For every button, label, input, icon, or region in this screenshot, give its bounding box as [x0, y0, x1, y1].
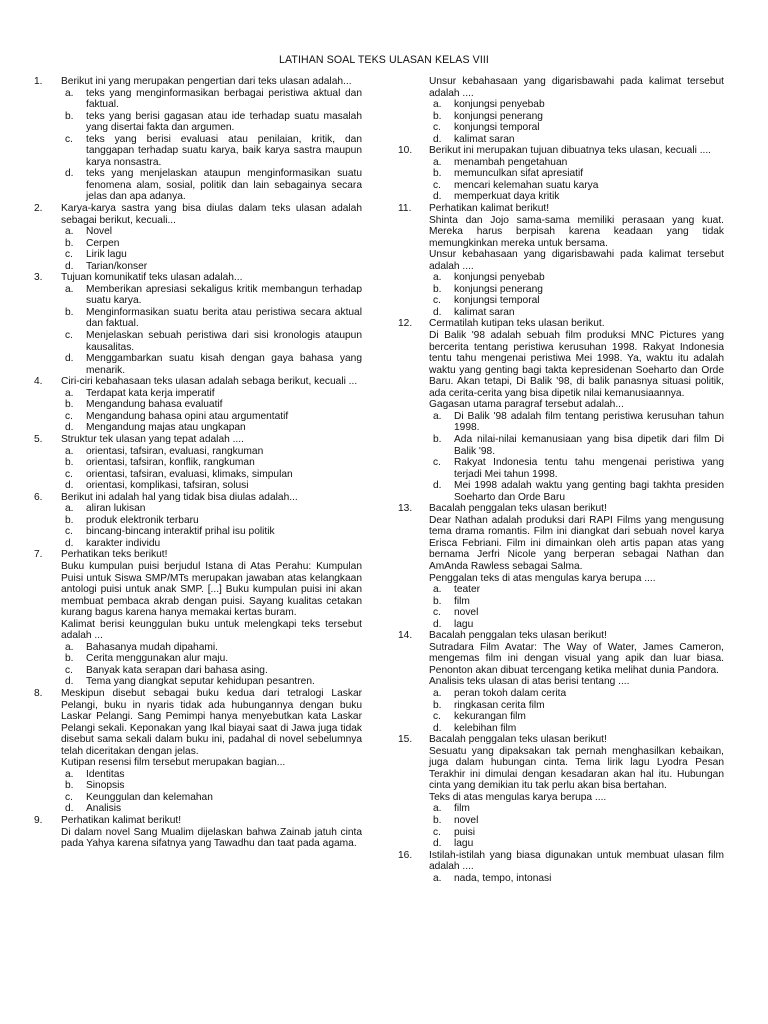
option-letter: c.	[433, 122, 441, 134]
option-letter: b.	[433, 433, 442, 445]
option-letter: c.	[433, 295, 441, 307]
option-letter: a.	[65, 87, 74, 99]
answer-option	[61, 249, 362, 261]
option-text: Tema yang diangkat seputar kehidupan pesantren.	[86, 676, 315, 688]
answer-option	[429, 411, 724, 434]
answer-option	[429, 815, 724, 827]
question-item	[398, 503, 724, 630]
answer-option	[61, 469, 362, 481]
option-text: Di Balik '98 adalah film tentang peristiwa kerusuhan tahun 1998.	[454, 410, 724, 434]
option-text: kekurangan film	[454, 711, 526, 723]
question-number: 14.	[398, 630, 413, 642]
question-item	[34, 272, 362, 376]
question-number: 10.	[398, 145, 413, 157]
option-letter: b.	[433, 168, 442, 180]
question-item	[398, 734, 724, 850]
option-text: konjungsi penerang	[454, 110, 543, 122]
answer-option	[61, 111, 362, 134]
question-text: Ciri-ciri kebahasaan teks ulasan adalah sebaga berikut, kecuali ...	[61, 376, 358, 388]
answer-option	[61, 792, 362, 804]
answer-option	[429, 723, 724, 735]
option-letter: b.	[65, 399, 74, 411]
right-column	[398, 76, 724, 884]
option-letter: a.	[433, 803, 442, 815]
option-letter: a.	[65, 226, 74, 238]
option-text: teks yang berisi evaluasi atau penilaian, kritik, dan tanggapan terhadap suatu karya, baik karya sastra maupun karya nonsastra.	[86, 133, 362, 168]
question-passage: Sutradara Film Avatar: The Way of Water, James Cameron, mengemas film ini dengan visual yang apik dan luar biasa. Penonton akan dibuat tercengang ketika melihat dunia Pandora.	[429, 641, 724, 676]
question-number: 1.	[34, 76, 43, 87]
option-letter: d.	[433, 838, 442, 850]
question-item	[34, 549, 362, 688]
option-letter: d.	[65, 353, 74, 365]
option-letter: d.	[65, 803, 74, 815]
left-column	[34, 76, 362, 850]
option-text: Ada nilai-nilai kemanusiaan yang bisa dipetik dari film Di Balik '98.	[454, 433, 724, 457]
question-passage: Buku kumpulan puisi berjudul Istana di Atas Perahu: Kumpulan Puisi untuk Siswa SMP/MTs merupakan jawaban atas kelangkaan antologi puisi untuk anak SMP. [...] Buku kumpulan puisi ini akan membuat pembaca akrab dengan puisi. Sayang kualitas cetakan kurang bagus karena hanya memakai kertas buram.	[61, 560, 362, 619]
answer-option	[61, 411, 362, 423]
option-text: kalimat saran	[454, 306, 515, 318]
answer-option	[61, 803, 362, 815]
option-text: orientasi, komplikasi, tafsiran, solusi	[86, 480, 249, 492]
option-text: orientasi, tafsiran, konflik, rangkuman	[86, 457, 255, 469]
option-letter: c.	[433, 826, 441, 838]
option-text: orientasi, tafsiran, evaluasi, rangkuman	[86, 445, 264, 457]
question-text: Berikut ini yang merupakan pengertian dari teks ulasan adalah...	[61, 76, 352, 87]
question-item	[34, 688, 362, 815]
question-number: 15.	[398, 734, 413, 746]
option-text: puisi	[454, 826, 475, 838]
option-text: Mei 1998 adalah waktu yang genting bagi takhta presiden Soeharto dan Orde Baru	[454, 480, 724, 503]
question-item	[398, 630, 724, 734]
answer-option	[61, 665, 362, 677]
question-number: 16.	[398, 849, 413, 861]
option-text: Terdapat kata kerja imperatif	[86, 387, 215, 399]
page-title: LATIHAN SOAL TEKS ULASAN KELAS VIII	[279, 54, 489, 66]
option-text: Novel	[86, 226, 113, 238]
option-text: karakter individu	[86, 537, 161, 549]
option-letter: d.	[65, 537, 74, 549]
option-text: menambah pengetahuan	[454, 156, 568, 168]
option-letter: c.	[65, 468, 73, 480]
question-item	[34, 434, 362, 492]
answer-option	[61, 446, 362, 458]
answer-option	[429, 480, 724, 503]
option-text: Identitas	[86, 768, 125, 780]
option-letter: c.	[433, 711, 441, 723]
answer-option	[61, 353, 362, 376]
option-text: Rakyat Indonesia tentu tahu mengenai peristiwa yang terjadi Mei tahun 1998.	[454, 457, 724, 480]
question-passage: Dear Nathan adalah produksi dari RAPI Films yang mengusung tema drama romantis. Film ini diangkat dari sebuah novel karya Erisca Febriani. Film ini dimainkan oleh artis papan atas yang bernama Jerfri Nicole yang berperan sebagai Nathan dan AmAnda Rawless sebagai Salma.	[429, 514, 724, 572]
question-text: Bacalah penggalan teks ulasan berikut!	[429, 734, 607, 746]
option-text: memperkuat daya kritik	[454, 191, 560, 203]
question-number: 6.	[34, 491, 43, 503]
option-letter: d.	[433, 722, 442, 734]
question-continuation	[402, 76, 724, 145]
option-text: Sinopsis	[86, 780, 125, 792]
answer-option	[61, 676, 362, 688]
answer-option	[429, 284, 724, 296]
option-text: peran tokoh dalam cerita	[454, 687, 567, 699]
question-text: Perhatikan kalimat berikut!	[61, 815, 182, 826]
question-text: Istilah-istilah yang biasa digunakan untuk membuat ulasan film adalah ....	[429, 849, 724, 873]
question-item	[398, 145, 724, 203]
answer-option	[429, 168, 724, 180]
answer-option	[61, 226, 362, 238]
option-text: aliran lukisan	[86, 503, 146, 515]
option-text: Menjelaskan sebuah peristiwa dari sisi kronologis ataupun kausalitas.	[86, 330, 362, 353]
option-text: konjungsi penyebab	[454, 272, 545, 284]
question-passage: Kutipan resensi film tersebut merupakan bagian...	[61, 757, 286, 769]
question-passage: Unsur kebahasaan yang digarisbawahi pada kalimat tersebut adalah ....	[429, 76, 724, 99]
answer-option	[429, 157, 724, 169]
option-text: Cerita menggunakan alur maju.	[86, 653, 229, 665]
option-letter: c.	[65, 526, 73, 538]
option-text: Cerpen	[86, 237, 120, 249]
question-passage: Sesuatu yang dipaksakan tak pernah menghasilkan kebaikan, juga dalam hubungan cinta. Tema lirik lagu Lyodra Pesan Terakhir ini dimulai dengan kesadaran akan hal itu. Hubungan cinta yang demikian itu tak perlu akan bisa bertahan.	[429, 745, 724, 792]
answer-option	[429, 619, 724, 631]
question-number: 3.	[34, 272, 43, 284]
option-letter: b.	[65, 110, 74, 122]
answer-option	[429, 99, 724, 111]
option-text: Keunggulan dan kelemahan	[86, 791, 213, 803]
option-text: Analisis	[86, 803, 122, 815]
question-text: Perhatikan kalimat berikut!	[429, 203, 550, 215]
answer-option	[429, 134, 724, 146]
question-number: 8.	[34, 687, 43, 699]
answer-option	[61, 780, 362, 792]
option-letter: a.	[433, 156, 442, 168]
answer-option	[61, 284, 362, 307]
answer-option	[61, 653, 362, 665]
option-text: Bahasanya mudah dipahami.	[86, 641, 218, 653]
option-text: novel	[454, 607, 479, 619]
option-text: Mengandung bahasa opini atau argumentatif	[86, 410, 289, 422]
question-text: Bacalah penggalan teks ulasan berikut!	[429, 630, 607, 642]
question-passage: Penggalan teks di atas mengulas karya berupa ....	[429, 572, 656, 584]
answer-option	[429, 688, 724, 700]
option-letter: c.	[65, 249, 73, 261]
option-letter: b.	[65, 780, 74, 792]
question-text: Karya-karya sastra yang bisa diulas dalam teks ulasan adalah sebagai berikut, kecuali...	[61, 203, 362, 226]
option-letter: b.	[65, 306, 74, 318]
option-letter: a.	[65, 503, 74, 515]
option-text: novel	[454, 815, 479, 826]
question-passage: Di dalam novel Sang Mualim dijelaskan bahwa Zainab jatuh cinta pada Yahya karena sifatnya yang Tawadhu dan taat pada agama.	[61, 826, 362, 850]
answer-option	[61, 769, 362, 781]
option-text: Mengandung bahasa evaluatif	[86, 399, 223, 411]
option-letter: c.	[433, 179, 441, 191]
option-letter: a.	[65, 768, 74, 780]
answer-option	[429, 307, 724, 319]
answer-option	[429, 434, 724, 457]
answer-option	[61, 480, 362, 492]
option-text: konjungsi penyebab	[454, 99, 545, 111]
option-text: Memberikan apresiasi sekaligus kritik membangun terhadap suatu karya.	[86, 283, 362, 307]
question-text: Struktur tek ulasan yang tepat adalah ....	[61, 433, 244, 445]
option-letter: a.	[433, 872, 442, 884]
option-letter: b.	[65, 514, 74, 526]
option-text: Mengandung majas atau ungkapan	[86, 422, 246, 434]
question-item	[34, 815, 362, 850]
answer-option	[61, 388, 362, 400]
question-number: 4.	[34, 376, 43, 388]
answer-option	[61, 238, 362, 250]
option-letter: b.	[65, 653, 74, 665]
question-passage: Shinta dan Jojo sama-sama memiliki perasaan yang kuat. Mereka harus berpisah karena keadaan yang tidak memungkinkan mereka untuk bersama.	[429, 214, 724, 249]
answer-option	[429, 295, 724, 307]
option-letter: d.	[65, 168, 74, 180]
option-text: Lirik lagu	[86, 249, 127, 261]
option-letter: d.	[433, 191, 442, 203]
option-letter: b.	[433, 699, 442, 711]
answer-option	[429, 191, 724, 203]
option-text: mencari kelemahan suatu karya	[454, 179, 599, 191]
question-item	[34, 76, 362, 203]
answer-option	[61, 515, 362, 527]
answer-option	[61, 399, 362, 411]
question-number: 12.	[398, 318, 413, 330]
option-text: film	[454, 595, 470, 607]
question-number: 5.	[34, 433, 43, 445]
answer-option	[61, 330, 362, 353]
option-letter: d.	[65, 260, 74, 272]
answer-option	[429, 111, 724, 123]
option-letter: d.	[65, 480, 74, 492]
option-text: Tarian/konser	[86, 260, 148, 272]
option-text: nada, tempo, intonasi	[454, 872, 552, 884]
option-letter: a.	[65, 641, 74, 653]
option-letter: a.	[65, 387, 74, 399]
question-text: Perhatikan teks berikut!	[61, 549, 168, 561]
answer-option	[61, 457, 362, 469]
option-letter: a.	[433, 99, 442, 111]
option-letter: d.	[65, 676, 74, 688]
answer-option	[429, 873, 724, 885]
question-text: Berikut ini merupakan tujuan dibuatnya teks ulasan, kecuali ....	[429, 145, 712, 157]
option-text: konjungsi temporal	[454, 122, 540, 134]
option-letter: b.	[65, 237, 74, 249]
option-letter: a.	[433, 272, 442, 284]
option-letter: b.	[65, 457, 74, 469]
answer-option	[429, 596, 724, 608]
option-letter: a.	[65, 283, 74, 295]
option-text: Menggambarkan suatu kisah dengan gaya bahasa yang menarik.	[86, 353, 362, 376]
option-letter: c.	[65, 330, 73, 342]
option-letter: a.	[433, 410, 442, 422]
option-text: teater	[454, 584, 481, 596]
option-letter: a.	[433, 584, 442, 596]
option-text: lagu	[454, 618, 474, 630]
question-item	[34, 376, 362, 434]
option-letter: c.	[433, 607, 441, 619]
answer-option	[429, 584, 724, 596]
option-text: kelebihan film	[454, 722, 517, 734]
question-passage: Gagasan utama paragraf tersebut adalah...	[429, 399, 624, 411]
option-letter: c.	[65, 133, 73, 145]
option-letter: c.	[65, 664, 73, 676]
question-text: Cermatilah kutipan teks ulasan berikut.	[429, 318, 605, 330]
option-letter: b.	[433, 283, 442, 295]
question-passage: Analisis teks ulasan di atas berisi tentang ....	[429, 676, 630, 688]
option-letter: b.	[433, 595, 442, 607]
answer-option	[429, 803, 724, 815]
option-letter: d.	[433, 133, 442, 145]
option-text: produk elektronik terbaru	[86, 514, 199, 526]
option-text: memunculkan sifat apresiatif	[454, 168, 584, 180]
answer-option	[429, 607, 724, 619]
question-passage: Unsur kebahasaan yang digarisbawahi pada kalimat tersebut adalah ....	[429, 249, 724, 272]
option-letter: c.	[65, 791, 73, 803]
option-letter: d.	[433, 306, 442, 318]
answer-option	[61, 88, 362, 111]
option-text: ringkasan cerita film	[454, 699, 545, 711]
option-text: teks yang menginformasikan berbagai peristiwa aktual dan faktual.	[86, 87, 362, 111]
answer-option	[61, 503, 362, 515]
answer-option	[429, 827, 724, 839]
answer-option	[429, 272, 724, 284]
option-text: film	[454, 803, 470, 815]
question-item	[34, 492, 362, 550]
answer-option	[429, 180, 724, 192]
option-letter: d.	[433, 480, 442, 492]
question-number: 9.	[34, 815, 43, 826]
question-number: 2.	[34, 203, 43, 215]
answer-option	[61, 526, 362, 538]
option-text: Menginformasikan suatu berita atau peristiwa secara aktual dan faktual.	[86, 306, 362, 330]
answer-option	[429, 122, 724, 134]
option-letter: d.	[433, 618, 442, 630]
option-text: lagu	[454, 838, 474, 850]
question-text: Berikut ini adalah hal yang tidak bisa diulas adalah...	[61, 491, 298, 503]
answer-option	[61, 307, 362, 330]
question-text: Tujuan komunikatif teks ulasan adalah...	[61, 272, 243, 284]
question-number: 11.	[398, 203, 412, 215]
question-passage: Teks di atas mengulas karya berupa ....	[429, 791, 607, 803]
option-letter: d.	[65, 422, 74, 434]
question-number: 7.	[34, 549, 43, 561]
question-passage: Di Balik '98 adalah sebuah film produksi MNC Pictures yang bercerita tentang peristiwa kerusuhan 1998. Rakyat Indonesia tentu tahu mengenai peristiwa Mei 1998. Ya, waktu itu adalah waktu yang genting bagi takta kepresidenan Soeharto dan Orde Baru. Akan tetapi, Di Balik '98, di balik panasnya situasi politik, ada cerita-cerita yang bisa dipetik nilai kemanusiaannya.	[429, 330, 724, 399]
answer-option	[61, 642, 362, 654]
option-letter: c.	[65, 410, 73, 422]
option-text: orientasi, tafsiran, evaluasi, klimaks, simpulan	[86, 468, 293, 480]
question-number: 13.	[398, 503, 413, 515]
option-letter: b.	[433, 110, 442, 122]
answer-option	[429, 457, 724, 480]
answer-option	[429, 700, 724, 712]
question-item	[34, 203, 362, 272]
answer-option	[61, 538, 362, 550]
answer-option	[61, 422, 362, 434]
option-text: teks yang berisi gagasan atau ide terhadap suatu masalah yang disertai fakta dan argumen.	[86, 110, 362, 134]
option-text: konjungsi penerang	[454, 283, 543, 295]
answer-option	[429, 838, 724, 850]
option-text: bincang-bincang interaktif prihal isu politik	[86, 526, 275, 538]
option-letter: a.	[433, 687, 442, 699]
option-text: kalimat saran	[454, 133, 515, 145]
option-letter: a.	[65, 445, 74, 457]
option-letter: c.	[433, 457, 441, 469]
answer-option	[61, 168, 362, 203]
answer-option	[61, 261, 362, 273]
option-text: teks yang menjelaskan ataupun menginformasikan suatu fenomena alam, sosial, politik dan lain sebagainya secara jelas dan apa adanya.	[86, 168, 362, 203]
question-text: Meskipun disebut sebagai buku kedua dari tetralogi Laskar Pelangi, buku in nyaris tidak ada hubungannya dengan buku Laskar Pelangi. Sang Pemimpi hanya menyebutkan kata Laskar Pelangi sekali. Keponakan yang Ikal biayai saat di Jawa juga tidak disebut sama sekali dalam buku ini, padahal di novel sebelumnya telah diceritakan dengan jelas.	[61, 687, 362, 757]
option-letter: b.	[433, 815, 442, 826]
question-item	[398, 849, 724, 885]
question-passage: Kalimat berisi keunggulan buku untuk melengkapi teks tersebut adalah ...	[61, 618, 362, 642]
answer-option	[429, 711, 724, 723]
question-item	[398, 318, 724, 503]
question-item	[398, 203, 724, 318]
question-text: Bacalah penggalan teks ulasan berikut!	[429, 503, 607, 515]
option-text: konjungsi temporal	[454, 295, 540, 307]
answer-option	[61, 134, 362, 169]
option-text: Banyak kata serapan dari bahasa asing.	[86, 664, 268, 676]
